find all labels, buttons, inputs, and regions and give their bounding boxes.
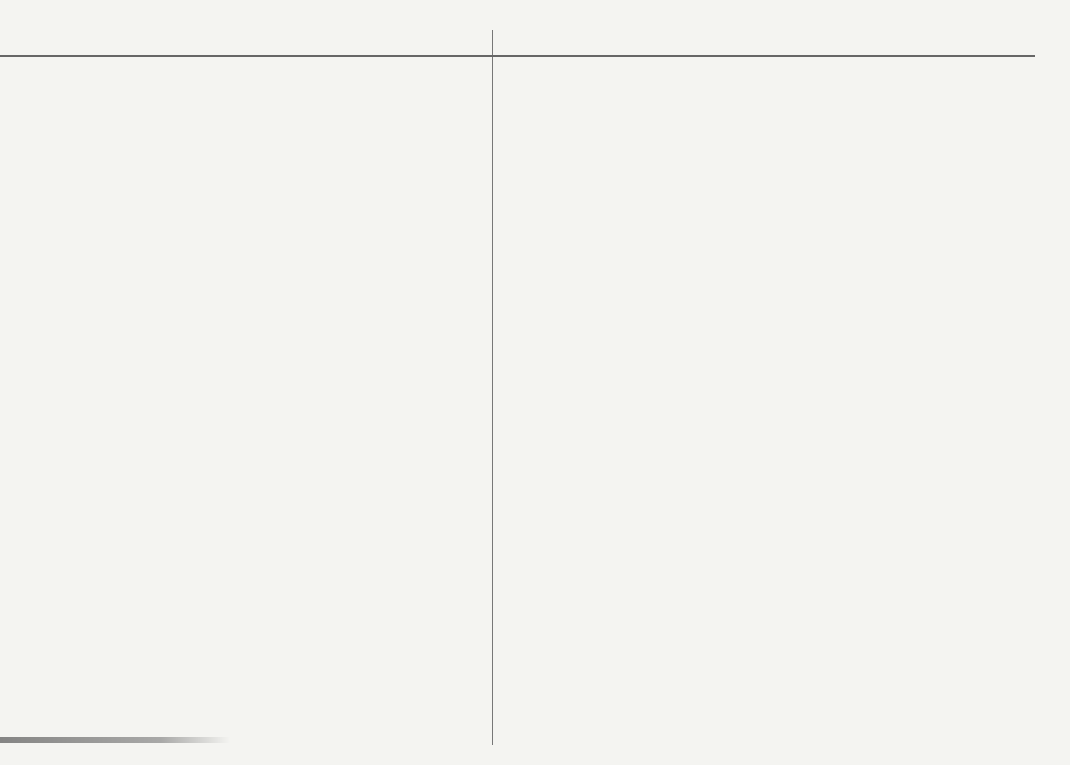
scan-smudge [0, 737, 230, 743]
